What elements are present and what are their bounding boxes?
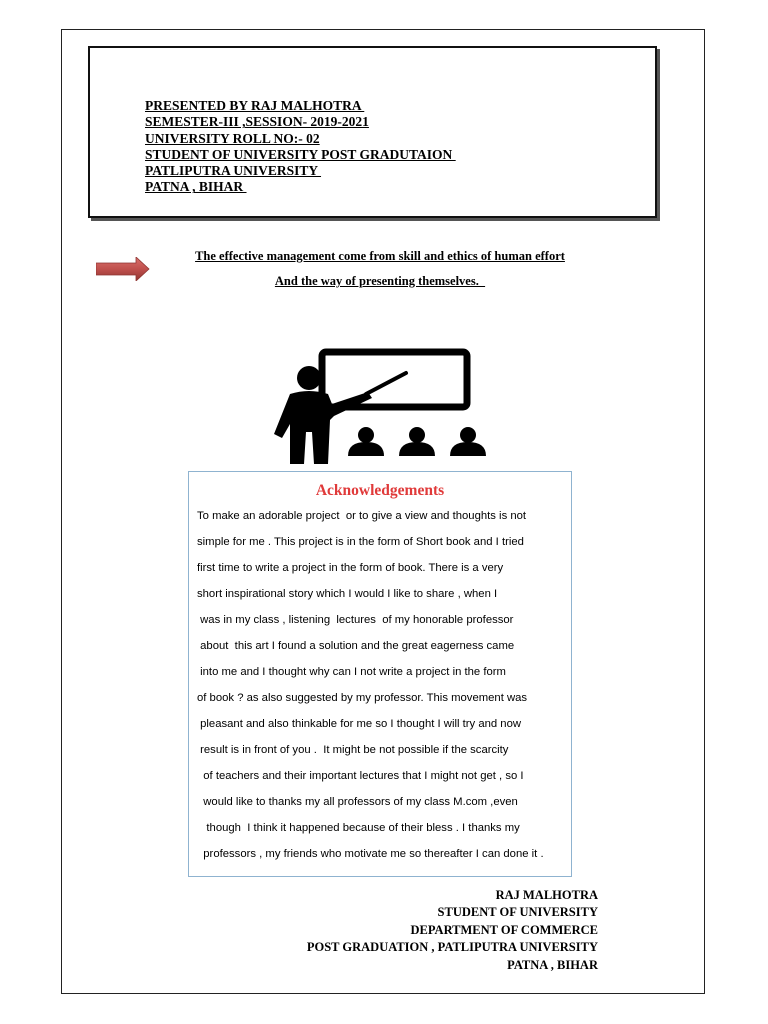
signature-name: RAJ MALHOTRA bbox=[495, 888, 598, 902]
signature-location: PATNA , BIHAR bbox=[507, 957, 598, 972]
presenter-info-box bbox=[88, 46, 657, 218]
motto-line-2: And the way of presenting themselves. bbox=[274, 274, 486, 288]
acknowledgements-body bbox=[197, 506, 569, 870]
ack-line: pleasant and also thinkable for me so I thought I will try and now bbox=[197, 718, 522, 730]
teacher-presenting-icon bbox=[268, 346, 504, 464]
ack-line: of book ? as also suggested by my professor. This movement was bbox=[197, 692, 528, 704]
signature-university: POST GRADUATION , PATLIPUTRA UNIVERSITY bbox=[306, 940, 598, 955]
motto-line-1: The effective management come from skill and ethics of human effort bbox=[195, 249, 565, 263]
presenter-info bbox=[145, 98, 456, 196]
ack-line: about this art I found a solution and the great eagerness came bbox=[197, 640, 515, 652]
signature-department: DEPARTMENT OF COMMERCE bbox=[410, 922, 598, 937]
ack-line: simple for me . This project is in the form of Short book and I tried bbox=[197, 536, 524, 548]
signature-block bbox=[307, 887, 598, 974]
presenter-name: PRESENTED BY RAJ MALHOTRA bbox=[145, 98, 365, 113]
student-program: STUDENT OF UNIVERSITY POST GRADUTAION bbox=[145, 146, 456, 162]
roll-number: UNIVERSITY ROLL NO:- 02 bbox=[145, 130, 320, 146]
ack-line: would like to thanks my all professors of my class M.com ,even bbox=[197, 796, 518, 808]
signature-title: STUDENT OF UNIVERSITY bbox=[437, 905, 598, 920]
ack-line: though I think it happened because of their bless . I thanks my bbox=[197, 822, 520, 834]
acknowledgements-box bbox=[188, 471, 572, 877]
ack-line: short inspirational story which I would I like to share , when I bbox=[197, 588, 498, 600]
semester-session: SEMESTER-III ,SESSION- 2019-2021 bbox=[145, 114, 369, 130]
ack-line: was in my class , listening lectures of my honorable professor bbox=[197, 614, 514, 626]
ack-line: first time to write a project in the form of book. There is a very bbox=[197, 562, 504, 574]
ack-line: result is in front of you . It might be not possible if the scarcity bbox=[197, 744, 509, 756]
ack-line: of teachers and their important lectures that I might not get , so I bbox=[197, 770, 524, 782]
ack-line: To make an adorable project or to give a view and thoughts is not bbox=[197, 510, 527, 522]
ack-line: professors , my friends who motivate me so thereafter I can done it . bbox=[197, 848, 544, 860]
ack-line: into me and I thought why can I not write a project in the form bbox=[197, 666, 506, 678]
university-name: PATLIPUTRA UNIVERSITY bbox=[145, 163, 322, 179]
location: PATNA , BIHAR bbox=[145, 179, 247, 195]
acknowledgements-title: Acknowledgements bbox=[315, 482, 445, 499]
